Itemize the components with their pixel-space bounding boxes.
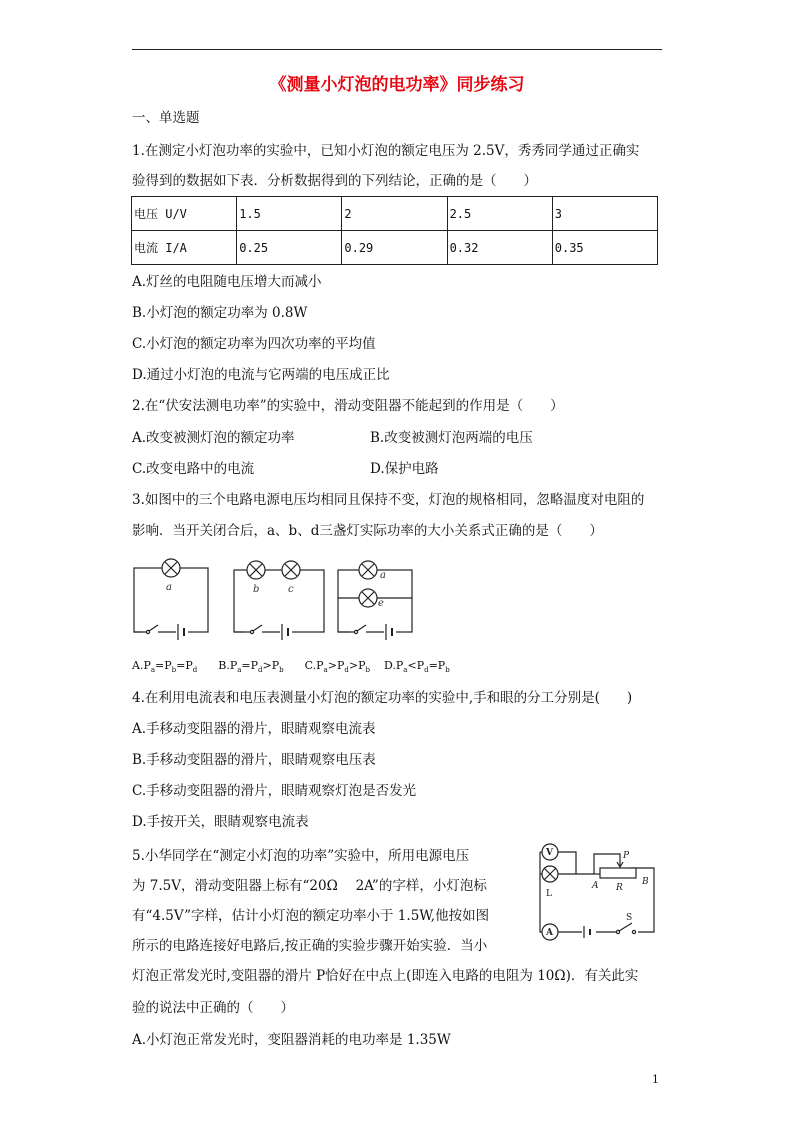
table-cell: 3 xyxy=(552,197,657,231)
bulb-label: b xyxy=(253,584,260,595)
q1-option-c: C.小灯泡的额定功率为四次功率的平均值 xyxy=(132,336,376,352)
circuit-2-wire xyxy=(234,570,324,632)
switch-label: S xyxy=(626,913,633,923)
q5-line1: 5.小华同学在“测定小灯泡的功率”实验中，所用电源电压 xyxy=(132,848,470,864)
voltmeter-label: V xyxy=(546,848,553,858)
q2-option-d: D.保护电路 xyxy=(370,461,439,477)
q2-option-c: C.改变电路中的电流 xyxy=(132,461,255,477)
table-cell: 0.25 xyxy=(237,231,342,265)
q3-circuit-diagrams xyxy=(128,552,418,642)
table-cell: 2 xyxy=(342,197,447,231)
q1-line1: 1.在测定小灯泡功率的实验中，已知小灯泡的额定电压为 2.5V，秀秀同学通过正确实 xyxy=(132,143,640,159)
table-cell: 0.35 xyxy=(552,231,657,265)
page-number: 1 xyxy=(652,1073,659,1086)
header-rule xyxy=(132,49,662,50)
q5-circuit-diagram xyxy=(520,836,660,946)
q4-option-b: B.手移动变阻器的滑片，眼睛观察电压表 xyxy=(132,752,376,768)
q2-option-a: A.改变被测灯泡的额定功率 xyxy=(132,430,295,446)
q3-option-a: $A.P_a=P_b=P_d$ xyxy=(132,659,198,675)
q3-options xyxy=(132,656,450,680)
bulb-label: a xyxy=(166,582,172,593)
slider-label: P xyxy=(623,851,630,861)
q3-option-c: $C.P_a>P_d>P_b$ xyxy=(304,659,370,675)
table-cell: 0.29 xyxy=(342,231,447,265)
bulb-label: c xyxy=(288,584,294,595)
q5-line2: 为 7.5V，滑动变阻器上标有“20Ω 2A”的字样，小灯泡标 xyxy=(132,878,487,894)
q3-option-d: $D.P_a<P_d=P_b$ xyxy=(383,659,450,675)
q4-option-d: D.手按开关，眼睛观察电流表 xyxy=(132,814,309,830)
q4-option-a: A.手移动变阻器的滑片，眼睛观察电流表 xyxy=(132,721,376,737)
q1-data-table xyxy=(131,196,658,265)
rheostat-label: R xyxy=(616,883,623,893)
q1-option-d: D.通过小灯泡的电流与它两端的电压成正比 xyxy=(132,367,390,383)
q4-line1: 4.在利用电流表和电压表测量小灯泡的额定功率的实验中,手和眼的分工分别是( ) xyxy=(132,690,633,706)
table-cell: 电压 U/V xyxy=(132,197,237,231)
q1-option-a: A.灯丝的电阻随电压增大而减小 xyxy=(132,274,322,290)
q1-line2: 验得到的数据如下表．分析数据得到的下列结论，正确的是（ ） xyxy=(132,173,537,189)
page-title: 《测量小灯泡的电功率》同步练习 xyxy=(269,75,525,95)
q4-option-c: C.手移动变阻器的滑片，眼睛观察灯泡是否发光 xyxy=(132,783,417,799)
q5-line5: 灯泡正常发光时,变阻器的滑片 P恰好在中点上(即连入电路的电阻为 10Ω)．有关此实 xyxy=(132,968,639,984)
table-row xyxy=(132,231,658,265)
q2-option-b: B.改变被测灯泡两端的电压 xyxy=(370,430,533,446)
table-cell: 2.5 xyxy=(447,197,552,231)
table-cell: 0.32 xyxy=(447,231,552,265)
table-cell: 电流 I/A xyxy=(132,231,237,265)
table-row xyxy=(132,197,658,231)
q5-line3: 有“4.5V”字样，估计小灯泡的额定功率小于 1.5W,他按如图 xyxy=(132,908,490,924)
table-cell: 1.5 xyxy=(237,197,342,231)
q3-line2: 影响．当开关闭合后，a、b、d三盏灯实际功率的大小关系式正确的是（ ） xyxy=(132,523,603,539)
bulb-label: e xyxy=(378,598,384,609)
q3-line1: 3.如图中的三个电路电源电压均相同且保持不变，灯泡的规格相同，忽略温度对电阻的 xyxy=(132,492,645,508)
bulb-label: a xyxy=(380,570,386,581)
q5-line6: 验的说法中正确的（ ） xyxy=(132,1000,294,1016)
rheostat-end-b: B xyxy=(642,877,649,887)
q2-line1: 2.在“伏安法测电功率”的实验中，滑动变阻器不能起到的作用是（ ） xyxy=(132,398,564,414)
section-heading: 一、单选题 xyxy=(132,110,200,126)
lamp-label: L xyxy=(546,889,552,899)
q1-option-b: B.小灯泡的额定功率为 0.8W xyxy=(132,305,308,321)
rheostat-end-a: A xyxy=(592,881,599,891)
ammeter-label: A xyxy=(546,928,553,938)
q5-line4: 所示的电路连接好电路后,按正确的实验步骤开始实验．当小 xyxy=(132,938,488,954)
q5-option-a: A.小灯泡正常发光时，变阻器消耗的电功率是 1.35W xyxy=(132,1032,451,1048)
q3-option-b: $B.P_a=P_d>P_b$ xyxy=(218,659,284,675)
rheostat-icon xyxy=(600,868,636,878)
